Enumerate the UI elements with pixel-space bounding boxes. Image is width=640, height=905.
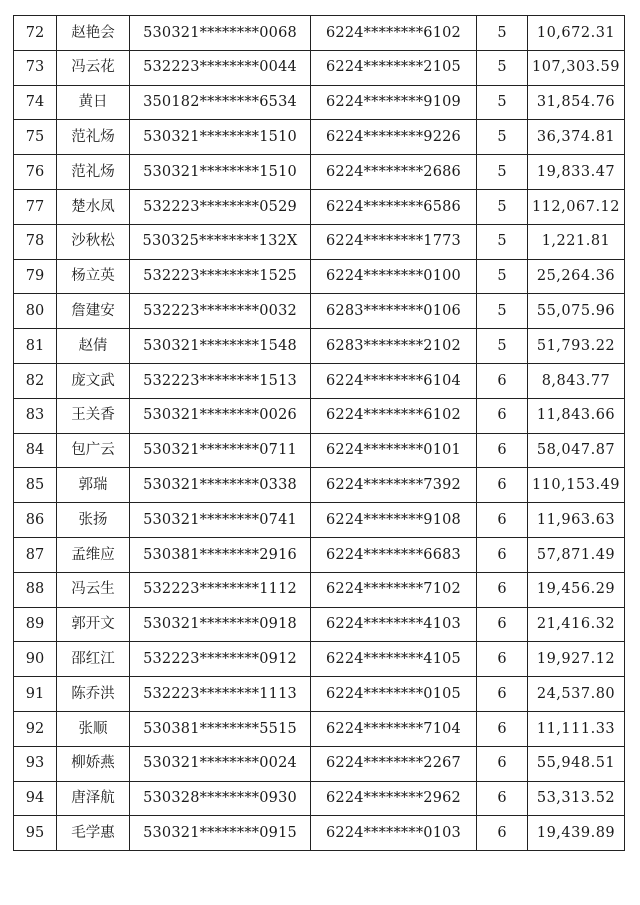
group-cell: 6 (477, 607, 528, 642)
id-number-cell: 532223********0529 (130, 189, 311, 224)
group-cell: 5 (477, 16, 528, 51)
group-cell: 5 (477, 120, 528, 155)
id-number-cell: 532223********0912 (130, 642, 311, 677)
amount-cell: 55,075.96 (528, 294, 625, 329)
id-number-cell: 530325********132X (130, 224, 311, 259)
group-cell: 6 (477, 677, 528, 712)
amount-cell: 11,111.33 (528, 711, 625, 746)
id-number-cell: 532223********1513 (130, 363, 311, 398)
card-number-cell: 6224********6102 (311, 398, 477, 433)
card-number-cell: 6224********6586 (311, 189, 477, 224)
amount-cell: 107,303.59 (528, 50, 625, 85)
name-cell: 张顺 (57, 711, 130, 746)
table-row (14, 607, 625, 642)
id-number-cell: 530321********0711 (130, 433, 311, 468)
amount-cell: 25,264.36 (528, 259, 625, 294)
group-cell: 5 (477, 224, 528, 259)
card-number-cell: 6224********0103 (311, 816, 477, 851)
name-cell: 唐泽航 (57, 781, 130, 816)
amount-cell: 31,854.76 (528, 85, 625, 120)
amount-cell: 51,793.22 (528, 329, 625, 364)
group-cell: 6 (477, 642, 528, 677)
group-cell: 5 (477, 189, 528, 224)
amount-cell: 110,153.49 (528, 468, 625, 503)
name-cell: 詹建安 (57, 294, 130, 329)
roster-table (13, 15, 625, 851)
name-cell: 赵艳会 (57, 16, 130, 51)
table-row (14, 537, 625, 572)
name-cell: 黄日 (57, 85, 130, 120)
row-number-cell: 82 (14, 363, 57, 398)
row-number-cell: 93 (14, 746, 57, 781)
table-row (14, 224, 625, 259)
amount-cell: 11,963.63 (528, 503, 625, 538)
name-cell: 郭开文 (57, 607, 130, 642)
table-row (14, 642, 625, 677)
group-cell: 6 (477, 537, 528, 572)
card-number-cell: 6224********7104 (311, 711, 477, 746)
id-number-cell: 530381********2916 (130, 537, 311, 572)
table-row (14, 781, 625, 816)
table-row (14, 16, 625, 51)
row-number-cell: 83 (14, 398, 57, 433)
name-cell: 庞文武 (57, 363, 130, 398)
amount-cell: 19,833.47 (528, 155, 625, 190)
card-number-cell: 6224********9226 (311, 120, 477, 155)
row-number-cell: 94 (14, 781, 57, 816)
group-cell: 6 (477, 468, 528, 503)
row-number-cell: 80 (14, 294, 57, 329)
name-cell: 王关香 (57, 398, 130, 433)
row-number-cell: 81 (14, 329, 57, 364)
card-number-cell: 6224********2105 (311, 50, 477, 85)
card-number-cell: 6224********2962 (311, 781, 477, 816)
row-number-cell: 78 (14, 224, 57, 259)
name-cell: 孟维应 (57, 537, 130, 572)
name-cell: 邵红江 (57, 642, 130, 677)
id-number-cell: 532223********0044 (130, 50, 311, 85)
amount-cell: 19,456.29 (528, 572, 625, 607)
card-number-cell: 6224********9108 (311, 503, 477, 538)
card-number-cell: 6224********2267 (311, 746, 477, 781)
amount-cell: 112,067.12 (528, 189, 625, 224)
id-number-cell: 532223********1113 (130, 677, 311, 712)
amount-cell: 57,871.49 (528, 537, 625, 572)
amount-cell: 55,948.51 (528, 746, 625, 781)
amount-cell: 53,313.52 (528, 781, 625, 816)
table-row (14, 155, 625, 190)
row-number-cell: 95 (14, 816, 57, 851)
name-cell: 张扬 (57, 503, 130, 538)
id-number-cell: 530321********0741 (130, 503, 311, 538)
id-number-cell: 530321********0918 (130, 607, 311, 642)
card-number-cell: 6224********0105 (311, 677, 477, 712)
group-cell: 6 (477, 781, 528, 816)
row-number-cell: 92 (14, 711, 57, 746)
table-row (14, 50, 625, 85)
card-number-cell: 6224********0100 (311, 259, 477, 294)
id-number-cell: 530328********0930 (130, 781, 311, 816)
id-number-cell: 532223********0032 (130, 294, 311, 329)
group-cell: 6 (477, 746, 528, 781)
row-number-cell: 88 (14, 572, 57, 607)
amount-cell: 36,374.81 (528, 120, 625, 155)
row-number-cell: 91 (14, 677, 57, 712)
row-number-cell: 77 (14, 189, 57, 224)
group-cell: 5 (477, 294, 528, 329)
group-cell: 6 (477, 398, 528, 433)
row-number-cell: 85 (14, 468, 57, 503)
table-row (14, 503, 625, 538)
amount-cell: 10,672.31 (528, 16, 625, 51)
table-row (14, 468, 625, 503)
name-cell: 冯云花 (57, 50, 130, 85)
name-cell: 包广云 (57, 433, 130, 468)
group-cell: 6 (477, 816, 528, 851)
card-number-cell: 6224********6102 (311, 16, 477, 51)
group-cell: 6 (477, 363, 528, 398)
amount-cell: 19,927.12 (528, 642, 625, 677)
row-number-cell: 79 (14, 259, 57, 294)
row-number-cell: 74 (14, 85, 57, 120)
amount-cell: 24,537.80 (528, 677, 625, 712)
table-row (14, 259, 625, 294)
row-number-cell: 72 (14, 16, 57, 51)
card-number-cell: 6224********7102 (311, 572, 477, 607)
card-number-cell: 6224********1773 (311, 224, 477, 259)
card-number-cell: 6283********2102 (311, 329, 477, 364)
table-row (14, 746, 625, 781)
id-number-cell: 530321********0338 (130, 468, 311, 503)
table-row (14, 816, 625, 851)
card-number-cell: 6224********2686 (311, 155, 477, 190)
id-number-cell: 532223********1525 (130, 259, 311, 294)
group-cell: 6 (477, 433, 528, 468)
amount-cell: 19,439.89 (528, 816, 625, 851)
card-number-cell: 6224********7392 (311, 468, 477, 503)
row-number-cell: 75 (14, 120, 57, 155)
id-number-cell: 530381********5515 (130, 711, 311, 746)
roster-table-body (14, 16, 625, 851)
id-number-cell: 532223********1112 (130, 572, 311, 607)
amount-cell: 1,221.81 (528, 224, 625, 259)
id-number-cell: 530321********1510 (130, 120, 311, 155)
row-number-cell: 76 (14, 155, 57, 190)
group-cell: 6 (477, 711, 528, 746)
table-row (14, 189, 625, 224)
name-cell: 柳娇燕 (57, 746, 130, 781)
group-cell: 5 (477, 50, 528, 85)
table-row (14, 433, 625, 468)
card-number-cell: 6224********0101 (311, 433, 477, 468)
row-number-cell: 90 (14, 642, 57, 677)
card-number-cell: 6224********6104 (311, 363, 477, 398)
card-number-cell: 6283********0106 (311, 294, 477, 329)
name-cell: 范礼炀 (57, 155, 130, 190)
table-row (14, 677, 625, 712)
row-number-cell: 89 (14, 607, 57, 642)
row-number-cell: 87 (14, 537, 57, 572)
card-number-cell: 6224********9109 (311, 85, 477, 120)
group-cell: 6 (477, 503, 528, 538)
card-number-cell: 6224********6683 (311, 537, 477, 572)
id-number-cell: 530321********1510 (130, 155, 311, 190)
name-cell: 陈乔洪 (57, 677, 130, 712)
name-cell: 冯云生 (57, 572, 130, 607)
id-number-cell: 530321********1548 (130, 329, 311, 364)
group-cell: 5 (477, 155, 528, 190)
name-cell: 杨立英 (57, 259, 130, 294)
group-cell: 5 (477, 85, 528, 120)
table-row (14, 294, 625, 329)
id-number-cell: 530321********0915 (130, 816, 311, 851)
name-cell: 楚水凤 (57, 189, 130, 224)
row-number-cell: 86 (14, 503, 57, 538)
table-row (14, 85, 625, 120)
id-number-cell: 530321********0068 (130, 16, 311, 51)
name-cell: 毛学惠 (57, 816, 130, 851)
row-number-cell: 73 (14, 50, 57, 85)
name-cell: 郭瑞 (57, 468, 130, 503)
name-cell: 赵倩 (57, 329, 130, 364)
card-number-cell: 6224********4105 (311, 642, 477, 677)
id-number-cell: 350182********6534 (130, 85, 311, 120)
id-number-cell: 530321********0024 (130, 746, 311, 781)
table-row (14, 120, 625, 155)
amount-cell: 58,047.87 (528, 433, 625, 468)
table-row (14, 711, 625, 746)
id-number-cell: 530321********0026 (130, 398, 311, 433)
group-cell: 5 (477, 259, 528, 294)
row-number-cell: 84 (14, 433, 57, 468)
name-cell: 沙秋松 (57, 224, 130, 259)
group-cell: 5 (477, 329, 528, 364)
amount-cell: 8,843.77 (528, 363, 625, 398)
table-row (14, 363, 625, 398)
group-cell: 6 (477, 572, 528, 607)
card-number-cell: 6224********4103 (311, 607, 477, 642)
table-row (14, 398, 625, 433)
amount-cell: 21,416.32 (528, 607, 625, 642)
table-row (14, 572, 625, 607)
table-row (14, 329, 625, 364)
name-cell: 范礼炀 (57, 120, 130, 155)
amount-cell: 11,843.66 (528, 398, 625, 433)
